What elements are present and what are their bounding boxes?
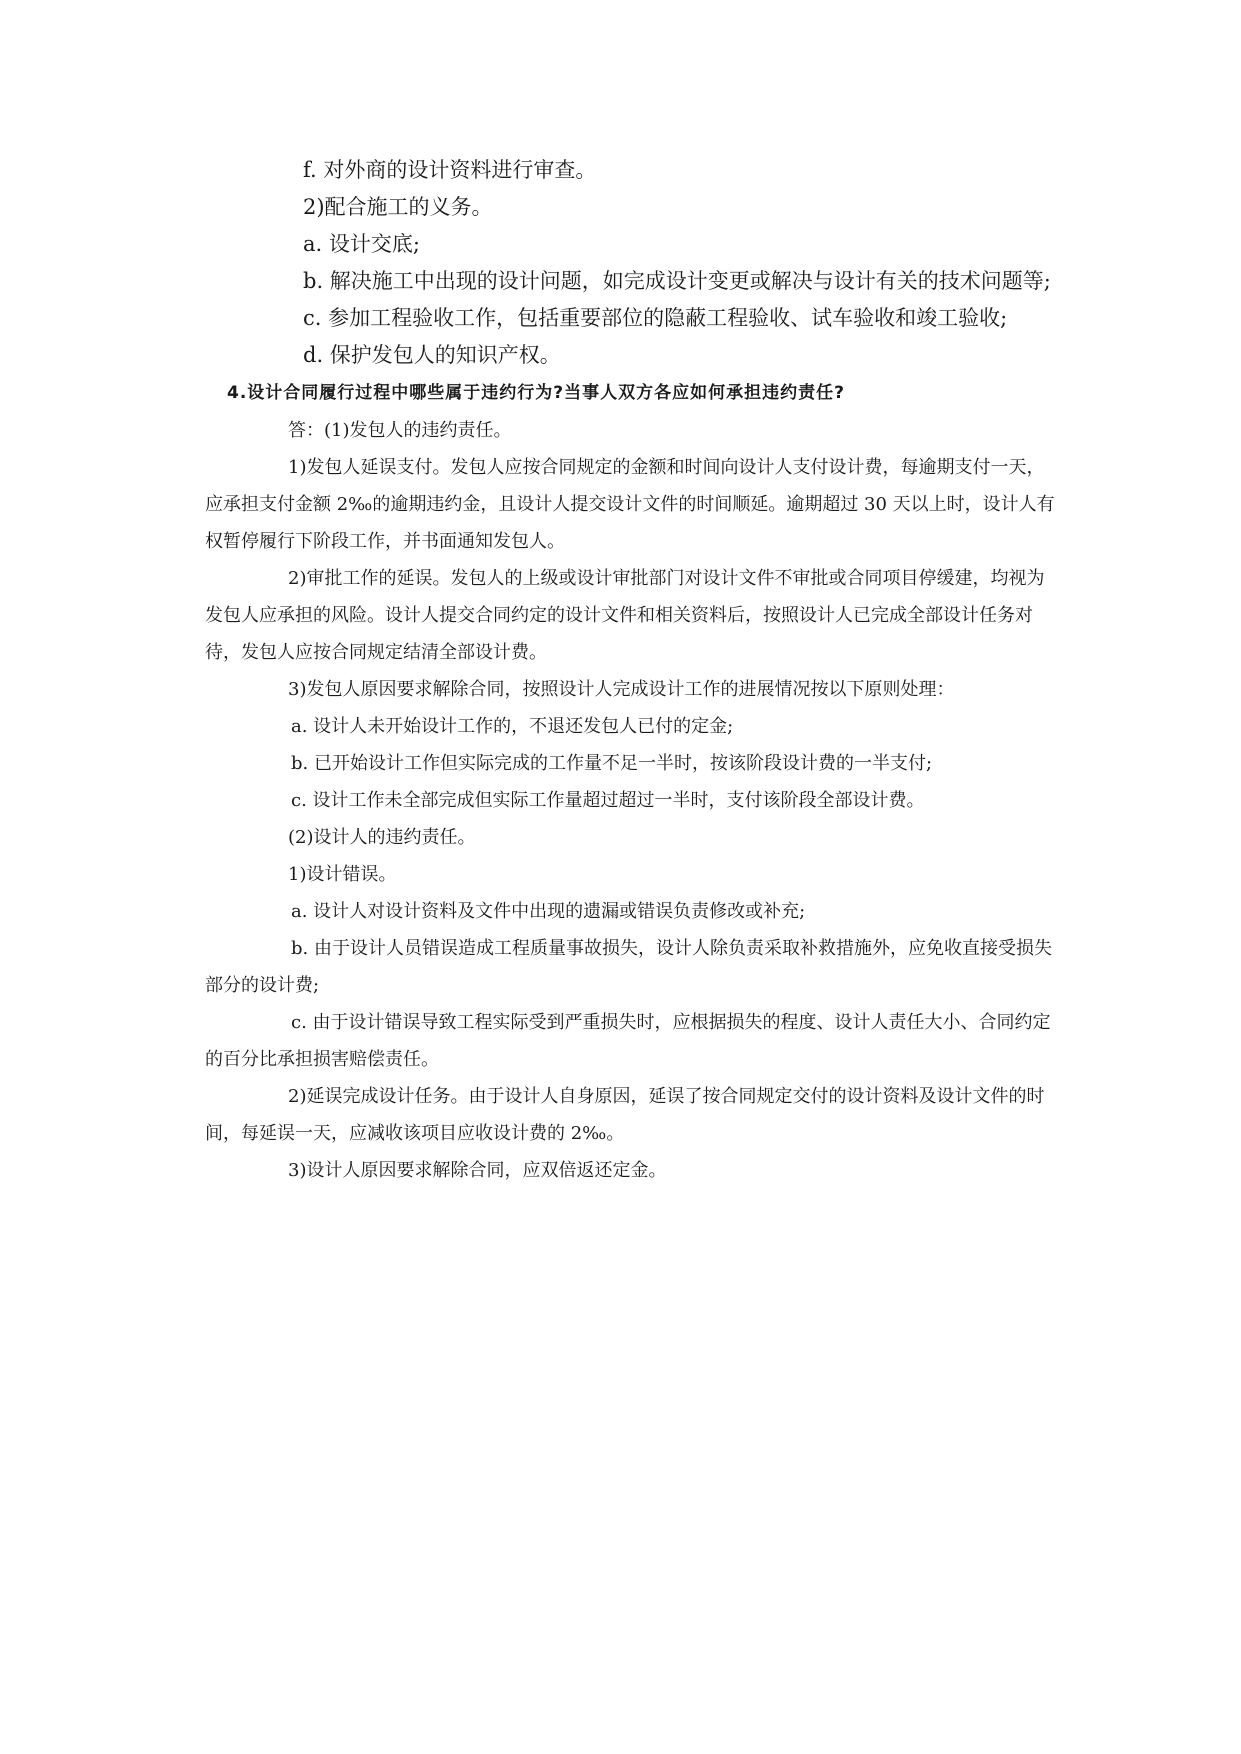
answer-list-item: a. 设计人未开始设计工作的，不退还发包人已付的定金; xyxy=(291,716,734,737)
answer-paragraph: 3)发包人原因要求解除合同，按照设计人完成设计工作的进展情况按以下原则处理： xyxy=(288,679,955,700)
answer-list-item: c. 设计工作未全部完成但实际工作量超过超过一半时，支付该阶段全部设计费。 xyxy=(291,790,925,811)
question-heading: 4.设计合同履行过程中哪些属于违约行为?当事人双方各应如何承担违约责任? xyxy=(227,383,846,403)
answer-paragraph: 1)发包人延误支付。发包人应按合同规定的金额和时间向设计人支付设计费，每逾期支付一天，应承担支付金额 2‰的逾期违约金，且设计人提交设计文件的时间顺延。逾期超过 30 天以上时，设计人有权暂停履行下阶段工作，并书面通知发包人。 xyxy=(205,457,1055,552)
answer-intro: 答：(1)发包人的违约责任。 xyxy=(288,420,512,441)
answer-list-item: c. 由于设计错误导致工程实际受到严重损失时，应根据损失的程度、设计人责任大小、合同约定的百分比承担损害赔偿责任。 xyxy=(205,1012,1051,1070)
document-body xyxy=(205,152,1057,1189)
paragraph-construction-duty: 2)配合施工的义务。 xyxy=(303,195,493,219)
answer-list-item: a. 设计人对设计资料及文件中出现的遗漏或错误负责修改或补充; xyxy=(291,901,806,922)
paragraph-a: a. 设计交底; xyxy=(303,232,420,256)
paragraph-d: d. 保护发包人的知识产权。 xyxy=(303,343,561,367)
answer-paragraph: 2)审批工作的延误。发包人的上级或设计审批部门对设计文件不审批或合同项目停缓建，均视为发包人应承担的风险。设计人提交合同约定的设计文件和相关资料后，按照设计人已完成全部设计任务对待，发包人应按合同规定结清全部设计费。 xyxy=(205,568,1045,663)
answer-paragraph: 3)设计人原因要求解除合同，应双倍返还定金。 xyxy=(288,1160,667,1181)
answer-paragraph: 2)延误完成设计任务。由于设计人自身原因，延误了按合同规定交付的设计资料及设计文件的时间，每延误一天，应减收该项目应收设计费的 2‰。 xyxy=(205,1086,1045,1144)
answer-list-item: b. 已开始设计工作但实际完成的工作量不足一半时，按该阶段设计费的一半支付; xyxy=(291,753,933,774)
answer-list-item: b. 由于设计人员错误造成工程质量事故损失，设计人除负责采取补救措施外，应免收直接受损失部分的设计费; xyxy=(205,938,1052,996)
answer-subheading: (2)设计人的违约责任。 xyxy=(288,827,476,848)
paragraph-f: f. 对外商的设计资料进行审查。 xyxy=(303,158,597,182)
paragraph-c: c. 参加工程验收工作，包括重要部位的隐蔽工程验收、试车验收和竣工验收; xyxy=(303,306,1008,330)
answer-paragraph: 1)设计错误。 xyxy=(288,864,397,885)
paragraph-b: b. 解决施工中出现的设计问题，如完成设计变更或解决与设计有关的技术问题等; xyxy=(303,269,1051,293)
